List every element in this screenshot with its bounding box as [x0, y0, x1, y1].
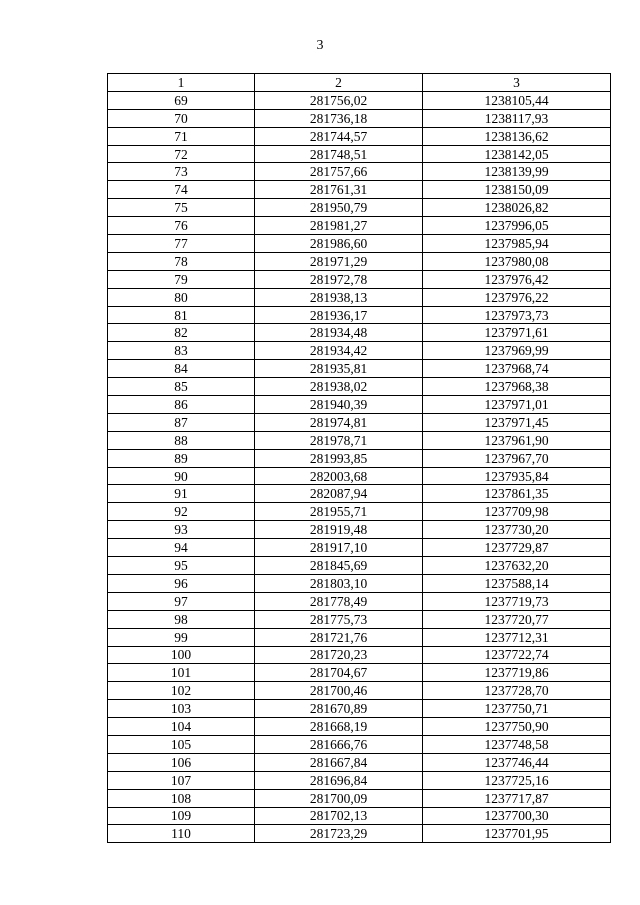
table-row [108, 610, 611, 628]
coordinates-table-body [108, 74, 611, 843]
table-row [108, 378, 611, 396]
cell-x-coordinate: 281955,71 [255, 503, 423, 521]
cell-y-coordinate: 1237961,90 [423, 431, 611, 449]
cell-y-coordinate: 1237701,95 [423, 825, 611, 843]
cell-y-coordinate: 1237725,16 [423, 771, 611, 789]
cell-y-coordinate: 1237729,87 [423, 539, 611, 557]
table-row [108, 539, 611, 557]
cell-x-coordinate: 281986,60 [255, 235, 423, 253]
table-row [108, 181, 611, 199]
table-row [108, 413, 611, 431]
table-row [108, 807, 611, 825]
cell-point-number: 97 [108, 592, 255, 610]
cell-x-coordinate: 281744,57 [255, 127, 423, 145]
cell-y-coordinate: 1238026,82 [423, 199, 611, 217]
cell-point-number: 71 [108, 127, 255, 145]
cell-y-coordinate: 1237861,35 [423, 485, 611, 503]
cell-y-coordinate: 1237968,74 [423, 360, 611, 378]
cell-x-coordinate: 281950,79 [255, 199, 423, 217]
table-row [108, 288, 611, 306]
cell-point-number: 85 [108, 378, 255, 396]
cell-y-coordinate: 1237719,73 [423, 592, 611, 610]
table-row [108, 449, 611, 467]
cell-y-coordinate: 1237968,38 [423, 378, 611, 396]
cell-y-coordinate: 1237976,42 [423, 270, 611, 288]
cell-point-number: 105 [108, 735, 255, 753]
cell-point-number: 93 [108, 521, 255, 539]
cell-point-number: 95 [108, 557, 255, 575]
cell-x-coordinate: 281700,09 [255, 789, 423, 807]
cell-y-coordinate: 1237728,70 [423, 682, 611, 700]
cell-y-coordinate: 1237971,61 [423, 324, 611, 342]
table-row [108, 825, 611, 843]
table-row [108, 235, 611, 253]
table-row [108, 753, 611, 771]
table-row [108, 127, 611, 145]
table-row [108, 360, 611, 378]
cell-point-number: 99 [108, 628, 255, 646]
table-row [108, 270, 611, 288]
table-row [108, 199, 611, 217]
cell-point-number: 90 [108, 467, 255, 485]
cell-y-coordinate: 1237712,31 [423, 628, 611, 646]
cell-x-coordinate: 281757,66 [255, 163, 423, 181]
cell-y-coordinate: 1237996,05 [423, 217, 611, 235]
cell-x-coordinate: 281778,49 [255, 592, 423, 610]
cell-point-number: 75 [108, 199, 255, 217]
cell-x-coordinate: 281978,71 [255, 431, 423, 449]
cell-x-coordinate: 281667,84 [255, 753, 423, 771]
cell-x-coordinate: 281666,76 [255, 735, 423, 753]
cell-x-coordinate: 281936,17 [255, 306, 423, 324]
table-row [108, 467, 611, 485]
cell-point-number: 107 [108, 771, 255, 789]
cell-x-coordinate: 281845,69 [255, 557, 423, 575]
cell-point-number: 96 [108, 574, 255, 592]
cell-point-number: 103 [108, 700, 255, 718]
cell-point-number: 89 [108, 449, 255, 467]
cell-x-coordinate: 282087,94 [255, 485, 423, 503]
cell-point-number: 79 [108, 270, 255, 288]
cell-y-coordinate: 1237632,20 [423, 557, 611, 575]
cell-x-coordinate: 281974,81 [255, 413, 423, 431]
cell-y-coordinate: 1237967,70 [423, 449, 611, 467]
cell-point-number: 102 [108, 682, 255, 700]
cell-x-coordinate: 281803,10 [255, 574, 423, 592]
table-row [108, 503, 611, 521]
cell-y-coordinate: 1237980,08 [423, 252, 611, 270]
cell-y-coordinate: 1237717,87 [423, 789, 611, 807]
table-row [108, 592, 611, 610]
cell-x-coordinate: 281761,31 [255, 181, 423, 199]
table-header-row [108, 74, 611, 92]
cell-point-number: 88 [108, 431, 255, 449]
cell-x-coordinate: 281993,85 [255, 449, 423, 467]
cell-point-number: 101 [108, 664, 255, 682]
cell-y-coordinate: 1237973,73 [423, 306, 611, 324]
table-row [108, 682, 611, 700]
cell-point-number: 87 [108, 413, 255, 431]
table-row [108, 771, 611, 789]
table-row [108, 700, 611, 718]
table-row [108, 718, 611, 736]
cell-y-coordinate: 1237750,90 [423, 718, 611, 736]
cell-x-coordinate: 281935,81 [255, 360, 423, 378]
cell-y-coordinate: 1237709,98 [423, 503, 611, 521]
cell-x-coordinate: 281668,19 [255, 718, 423, 736]
cell-y-coordinate: 1237748,58 [423, 735, 611, 753]
table-row [108, 109, 611, 127]
cell-y-coordinate: 1238117,93 [423, 109, 611, 127]
table-row [108, 521, 611, 539]
cell-x-coordinate: 281934,48 [255, 324, 423, 342]
cell-x-coordinate: 281917,10 [255, 539, 423, 557]
table-row [108, 485, 611, 503]
cell-x-coordinate: 281938,13 [255, 288, 423, 306]
cell-y-coordinate: 1237700,30 [423, 807, 611, 825]
cell-point-number: 86 [108, 396, 255, 414]
table-row [108, 252, 611, 270]
cell-point-number: 78 [108, 252, 255, 270]
cell-x-coordinate: 281934,42 [255, 342, 423, 360]
cell-y-coordinate: 1237985,94 [423, 235, 611, 253]
table-row [108, 431, 611, 449]
column-header-x: 2 [255, 74, 423, 92]
cell-point-number: 91 [108, 485, 255, 503]
cell-y-coordinate: 1237720,77 [423, 610, 611, 628]
table-row [108, 342, 611, 360]
table-row [108, 628, 611, 646]
cell-point-number: 100 [108, 646, 255, 664]
table-row [108, 306, 611, 324]
cell-x-coordinate: 281736,18 [255, 109, 423, 127]
column-header-point: 1 [108, 74, 255, 92]
table-row [108, 396, 611, 414]
cell-x-coordinate: 281971,29 [255, 252, 423, 270]
cell-y-coordinate: 1237976,22 [423, 288, 611, 306]
cell-x-coordinate: 281972,78 [255, 270, 423, 288]
cell-point-number: 109 [108, 807, 255, 825]
coordinates-table [107, 73, 611, 843]
cell-point-number: 72 [108, 145, 255, 163]
cell-x-coordinate: 281940,39 [255, 396, 423, 414]
table-row [108, 324, 611, 342]
cell-y-coordinate: 1238105,44 [423, 91, 611, 109]
table-row [108, 217, 611, 235]
cell-point-number: 77 [108, 235, 255, 253]
cell-y-coordinate: 1237588,14 [423, 574, 611, 592]
cell-x-coordinate: 281938,02 [255, 378, 423, 396]
cell-x-coordinate: 281775,73 [255, 610, 423, 628]
cell-y-coordinate: 1237719,86 [423, 664, 611, 682]
cell-point-number: 80 [108, 288, 255, 306]
table-row [108, 735, 611, 753]
cell-x-coordinate: 281702,13 [255, 807, 423, 825]
cell-x-coordinate: 281700,46 [255, 682, 423, 700]
cell-point-number: 106 [108, 753, 255, 771]
cell-point-number: 82 [108, 324, 255, 342]
cell-y-coordinate: 1237971,45 [423, 413, 611, 431]
cell-point-number: 69 [108, 91, 255, 109]
table-row [108, 664, 611, 682]
table-row [108, 789, 611, 807]
table-row [108, 145, 611, 163]
cell-x-coordinate: 282003,68 [255, 467, 423, 485]
cell-y-coordinate: 1238150,09 [423, 181, 611, 199]
table-row [108, 557, 611, 575]
cell-x-coordinate: 281670,89 [255, 700, 423, 718]
cell-y-coordinate: 1237746,44 [423, 753, 611, 771]
cell-y-coordinate: 1237722,74 [423, 646, 611, 664]
cell-y-coordinate: 1237935,84 [423, 467, 611, 485]
cell-point-number: 74 [108, 181, 255, 199]
cell-point-number: 108 [108, 789, 255, 807]
cell-y-coordinate: 1238142,05 [423, 145, 611, 163]
cell-y-coordinate: 1238136,62 [423, 127, 611, 145]
cell-point-number: 70 [108, 109, 255, 127]
cell-point-number: 104 [108, 718, 255, 736]
cell-x-coordinate: 281696,84 [255, 771, 423, 789]
cell-x-coordinate: 281721,76 [255, 628, 423, 646]
cell-y-coordinate: 1237971,01 [423, 396, 611, 414]
column-header-y: 3 [423, 74, 611, 92]
cell-y-coordinate: 1237969,99 [423, 342, 611, 360]
cell-x-coordinate: 281919,48 [255, 521, 423, 539]
cell-point-number: 94 [108, 539, 255, 557]
cell-x-coordinate: 281723,29 [255, 825, 423, 843]
cell-x-coordinate: 281981,27 [255, 217, 423, 235]
table-row [108, 163, 611, 181]
cell-x-coordinate: 281748,51 [255, 145, 423, 163]
cell-point-number: 73 [108, 163, 255, 181]
table-row [108, 574, 611, 592]
cell-point-number: 92 [108, 503, 255, 521]
cell-point-number: 110 [108, 825, 255, 843]
cell-y-coordinate: 1238139,99 [423, 163, 611, 181]
cell-y-coordinate: 1237750,71 [423, 700, 611, 718]
cell-x-coordinate: 281720,23 [255, 646, 423, 664]
cell-x-coordinate: 281704,67 [255, 664, 423, 682]
cell-y-coordinate: 1237730,20 [423, 521, 611, 539]
cell-point-number: 76 [108, 217, 255, 235]
table-row [108, 646, 611, 664]
cell-x-coordinate: 281756,02 [255, 91, 423, 109]
table-row [108, 91, 611, 109]
cell-point-number: 81 [108, 306, 255, 324]
cell-point-number: 83 [108, 342, 255, 360]
cell-point-number: 84 [108, 360, 255, 378]
page-number: 3 [316, 38, 324, 53]
cell-point-number: 98 [108, 610, 255, 628]
